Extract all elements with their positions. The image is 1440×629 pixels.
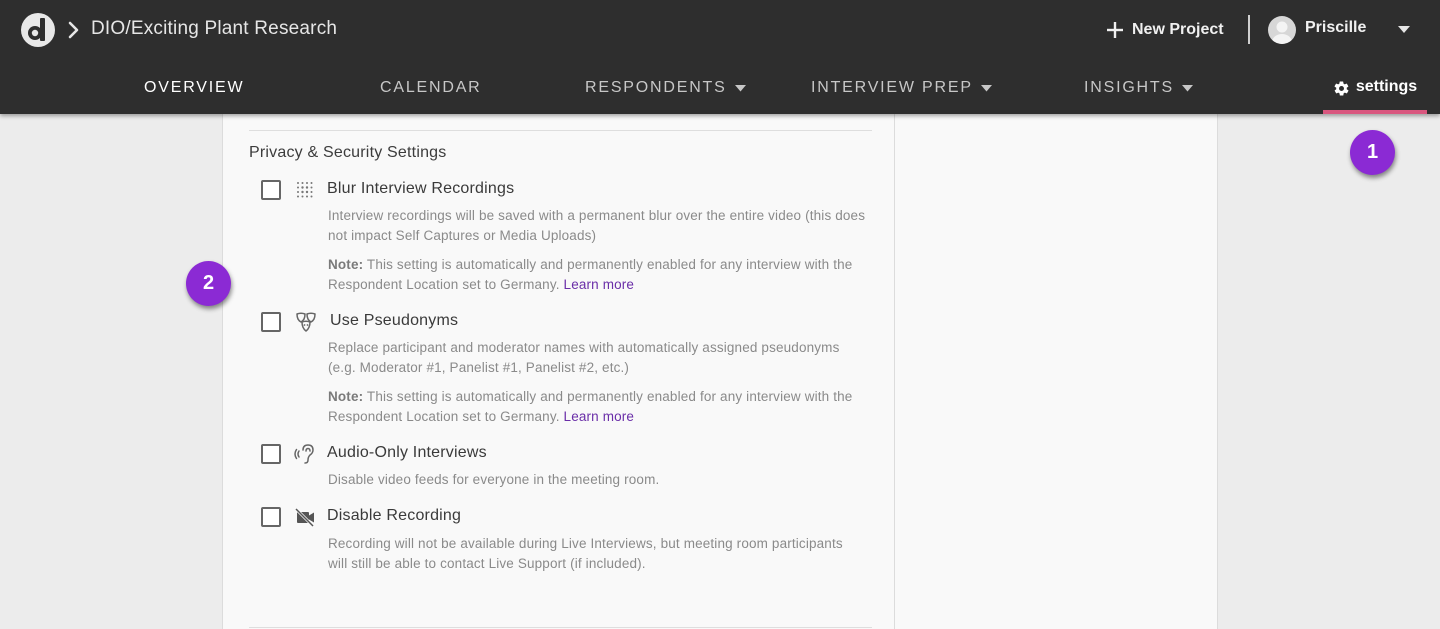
- settings-side-panel: [895, 114, 1218, 629]
- tab-overview[interactable]: [144, 76, 244, 100]
- pseudonym-masks-icon: [295, 311, 317, 333]
- tab-interview-prep[interactable]: [811, 76, 992, 100]
- tab-overview-label: OVERVIEW: [144, 79, 245, 96]
- section-divider: [249, 627, 872, 628]
- user-avatar-icon: [1268, 16, 1296, 44]
- caret-down-icon: [981, 85, 992, 92]
- blur-recordings-note: [328, 255, 876, 295]
- chevron-right-icon: [68, 21, 80, 39]
- disable-recording-description: Recording will not be available during Live Interviews, but meeting room participants will still be able to contact Live Support (if included).: [328, 536, 843, 571]
- gear-icon: [1333, 80, 1350, 97]
- pseudonyms-description: Replace participant and moderator names with automatically assigned pseudonyms (e.g. Moderator #1, Panelist #1, Panelist #2, etc.): [328, 340, 840, 375]
- user-name[interactable]: Priscille: [1305, 19, 1367, 36]
- section-divider: [249, 130, 872, 131]
- callout-badge-2: 2: [186, 261, 231, 306]
- disable-recording-title: Disable Recording: [327, 507, 462, 524]
- note-text: This setting is automatically and permanently enabled for any interview with the Respondent Location set to Germany.: [328, 389, 853, 424]
- audio-only-title: Audio-Only Interviews: [327, 444, 487, 461]
- ear-audio-icon: [294, 443, 316, 465]
- caret-down-icon: [735, 85, 746, 92]
- learn-more-link[interactable]: Learn more: [563, 409, 635, 424]
- tab-calendar-label: CALENDAR: [380, 79, 482, 96]
- top-header: [0, 0, 1440, 114]
- tab-insights-label: INSIGHTS: [1084, 79, 1174, 96]
- active-tab-indicator: [1323, 110, 1427, 114]
- new-project-button[interactable]: [1106, 18, 1224, 42]
- privacy-section-title: Privacy & Security Settings: [249, 144, 447, 161]
- header-divider: [1248, 15, 1250, 44]
- chevron-down-icon[interactable]: [1397, 24, 1411, 34]
- callout-badge-1: 1: [1350, 130, 1395, 175]
- avatar[interactable]: [1268, 16, 1296, 44]
- blur-grid-icon: [294, 179, 316, 201]
- tab-interview-prep-label: INTERVIEW PREP: [811, 79, 973, 96]
- tab-respondents[interactable]: [585, 76, 746, 100]
- pseudonyms-checkbox[interactable]: [261, 312, 281, 332]
- tab-calendar[interactable]: [380, 76, 482, 100]
- audio-only-description: Disable video feeds for everyone in the meeting room.: [328, 472, 660, 487]
- note-label: Note:: [328, 389, 364, 404]
- breadcrumb[interactable]: DIO/Exciting Plant Research: [91, 18, 338, 39]
- tab-settings[interactable]: [1323, 74, 1427, 114]
- new-project-label: New Project: [1132, 21, 1224, 38]
- pseudonyms-note: [328, 387, 876, 427]
- disable-recording-checkbox[interactable]: [261, 507, 281, 527]
- blur-recordings-description: Interview recordings will be saved with a permanent blur over the entire video (this does not impact Self Captures or Media Uploads): [328, 208, 866, 243]
- blur-recordings-title: Blur Interview Recordings: [327, 180, 515, 197]
- settings-label: settings: [1355, 78, 1418, 95]
- video-off-icon: [294, 506, 316, 528]
- note-label: Note:: [328, 257, 364, 272]
- note-text: This setting is automatically and permanently enabled for any interview with the Respondent Location set to Germany.: [328, 257, 853, 292]
- tab-insights[interactable]: [1084, 76, 1193, 100]
- tab-respondents-label: RESPONDENTS: [585, 79, 727, 96]
- dscout-logo-icon[interactable]: [20, 12, 56, 48]
- learn-more-link[interactable]: Learn more: [563, 277, 635, 292]
- caret-down-icon: [1182, 85, 1193, 92]
- pseudonyms-title: Use Pseudonyms: [330, 312, 459, 329]
- blur-recordings-checkbox[interactable]: [261, 180, 281, 200]
- audio-only-checkbox[interactable]: [261, 444, 281, 464]
- plus-icon: [1106, 21, 1124, 39]
